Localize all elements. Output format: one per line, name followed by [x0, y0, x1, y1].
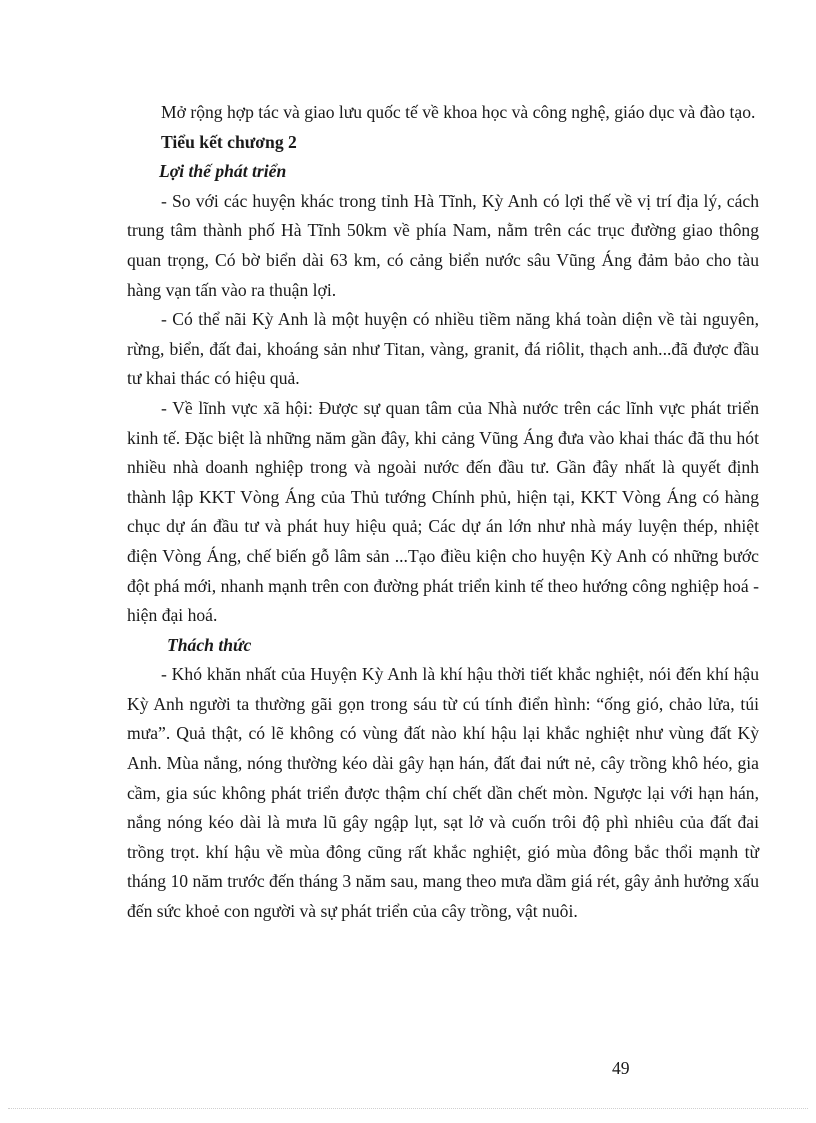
paragraph-resources: - Có thể nãi Kỳ Anh là một huyện có nhiều tiềm năng khá toàn diện về tài nguyên, rừng, biển, đất đai, khoáng sản như Titan, vàng, granit, đá riôlit, thạch anh...đã được đầu tư khai thác có hiệu quả.	[127, 309, 759, 389]
heading-chapter-summary: Tiểu kết chương 2	[161, 131, 297, 152]
heading-challenges: Thách thức	[167, 634, 252, 655]
paragraph-social: - Về lĩnh vực xã hội: Được sự quan tâm của Nhà nước trên các lĩnh vực phát triển kinh tế. Đặc biệt là những năm gần đây, khi cảng Vũng Áng đưa vào khai thác đã thu hót nhiều nhà doanh nghiệp trong và ngoài nước đến đầu tư. Gần đây nhất là quyết định thành lập KKT Vòng Áng của Thủ tướng Chính phủ, hiện tại, KKT Vòng Áng có hàng chục dự án đầu tư và phát huy hiệu quả; Các dự án lớn như nhà máy luyện thép, nhiệt điện Vòng Áng, chế biến gỗ lâm sản ...Tạo điều kiện cho huyện Kỳ Anh có những bước đột phá mới, nhanh mạnh trên con đường phát triển kinh tế theo hướng công nghiệp hoá - hiện đại hoá.	[127, 397, 759, 626]
paragraph-cooperation: Mở rộng hợp tác và giao lưu quốc tế về khoa học và công nghệ, giáo dục và đào tạo.	[161, 102, 756, 122]
page-body	[127, 98, 759, 927]
heading-advantages: Lợi thế phát triển	[159, 161, 287, 182]
paragraph-climate: - Khó khăn nhất của Huyện Kỳ Anh là khí hậu thời tiết khắc nghiệt, nói đến khí hậu Kỳ Anh người ta thường gãi gọn trong sáu từ cú tính điển hình: “ống gió, chảo lửa, túi mưa”. Quả thật, có lẽ không có vùng đất nào khí hậu lại khắc nghiệt như vùng đất Kỳ Anh. Mùa nắng, nóng thường kéo dài gây hạn hán, đất đai nứt nẻ, cây trồng khô héo, gia cầm, gia súc không phát triển được thậm chí chết dần chết mòn. Ngược lại với hạn hán, nắng nóng kéo dài là mưa lũ gây ngập lụt, sạt lở và cuốn trôi độ phì nhiêu của đất đai trồng trọt. khí hậu về mùa đông cũng rất khắc nghiệt, gió mùa đông bắc thổi mạnh từ tháng 10 năm trước đến tháng 3 năm sau, mang theo mưa dầm giá rét, gây ảnh hưởng xấu đến sức khoẻ con người và sự phát triển của cây trồng, vật nuôi.	[127, 664, 759, 922]
footer-divider	[8, 1108, 808, 1109]
page-number: 49	[612, 1058, 630, 1078]
paragraph-location-advantage: - So với các huyện khác trong tỉnh Hà Tĩnh, Kỳ Anh có lợi thế về vị trí địa lý, cách trung tâm thành phố Hà Tĩnh 50km về phía Nam, nằm trên các trục đường giao thông quan trọng, Có bờ biển dài 63 km, có cảng biển nước sâu Vũng Áng đảm bảo cho tàu hàng vạn tấn vào ra thuận lợi.	[127, 190, 759, 300]
